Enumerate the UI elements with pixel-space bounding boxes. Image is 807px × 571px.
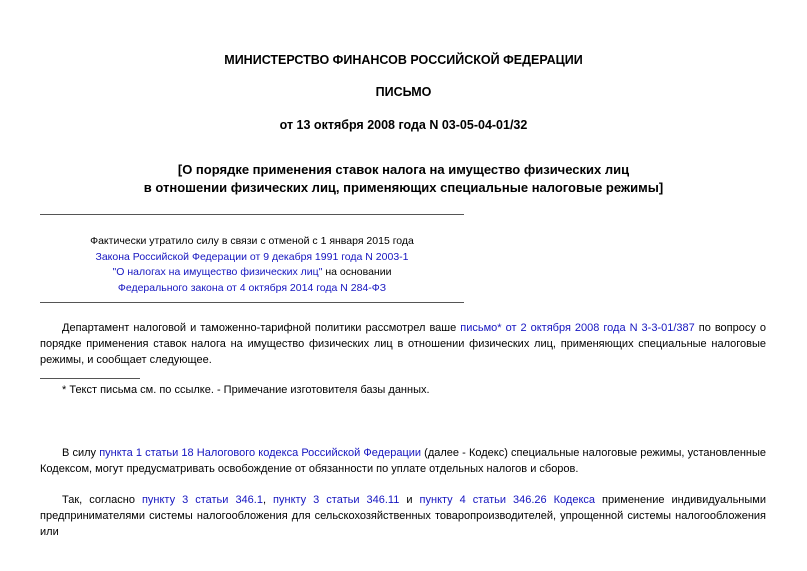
status-bottom-rule [40, 302, 464, 303]
paragraph-2 [40, 445, 766, 477]
law-284-fz-link[interactable]: Федерального закона от 4 октября 2014 года N 284-ФЗ [117, 281, 387, 294]
tax-code-article-18-link[interactable]: пункта 1 статьи 18 Налогового кодекса Российской Федерации [99, 447, 422, 459]
document-date-number: от 13 октября 2008 года N 03-05-04-01/32 [279, 118, 528, 132]
article-346-11-link[interactable]: пункту 3 статьи 346.11 [273, 494, 400, 506]
document-title [0, 161, 807, 197]
paragraph-2-text-a: В силу [62, 447, 100, 459]
article-346-26-link[interactable]: пункту 4 статьи 346.26 Кодекса [419, 494, 596, 506]
paragraph-2-text-b: (далее - Кодекс) специальные налоговые режимы, установленные Кодексом, могут предусматривать освобождение от обязанности по уплате отдельных налогов и сборов. [40, 447, 766, 475]
footnote-rule [40, 378, 140, 379]
paragraph-3-text-b: применение индивидуальными предпринимателями системы налогообложения для сельскохозяйственных товаропроизводителей, упрощенной системы налогообложения или [40, 494, 766, 538]
footnote: * Текст письма см. по ссылке. - Примечание изготовителя базы данных. [62, 384, 430, 396]
paragraph-1-text-a: Департамент налоговой и таможенно-тарифной политики рассмотрел ваше [62, 322, 461, 334]
paragraph-3-separator-2: и [399, 494, 420, 506]
document-type: ПИСЬМО [375, 85, 432, 99]
paragraph-1-text-b: по вопросу о порядке применения ставок налога на имущество физических лиц в отношении физических лиц, применяющих специальные налоговые режимы, и сообщает следующее. [40, 322, 766, 366]
law-2003-1-link[interactable]: Закона Российской Федерации от 9 декабря 1991 года N 2003-1 [95, 250, 409, 263]
ministry-heading: МИНИСТЕРСТВО ФИНАНСОВ РОССИЙСКОЙ ФЕДЕРАЦИИ [224, 53, 583, 67]
paragraph-3 [40, 492, 766, 540]
letter-link[interactable]: письмо* от 2 октября 2008 года N 3-3-01/387 [460, 322, 695, 334]
title-line-1: [О порядке применения ставок налога на имущество физических лиц [177, 162, 630, 177]
paragraph-1 [40, 320, 766, 368]
status-note-basis: на основании [322, 266, 392, 278]
paragraph-3-text-a: Так, согласно [62, 494, 142, 506]
status-note-text: Фактически утратило силу в связи с отменой с 1 января 2015 года [90, 235, 414, 247]
status-note [40, 234, 464, 296]
paragraph-3-separator-1: , [262, 494, 274, 506]
law-title-link[interactable]: "О налогах на имущество физических лиц" [112, 266, 323, 278]
title-line-2: в отношении физических лиц, применяющих специальные налоговые режимы] [143, 180, 664, 195]
status-top-rule [40, 214, 464, 215]
article-346-1-link[interactable]: пункту 3 статьи 346.1 [141, 494, 263, 506]
